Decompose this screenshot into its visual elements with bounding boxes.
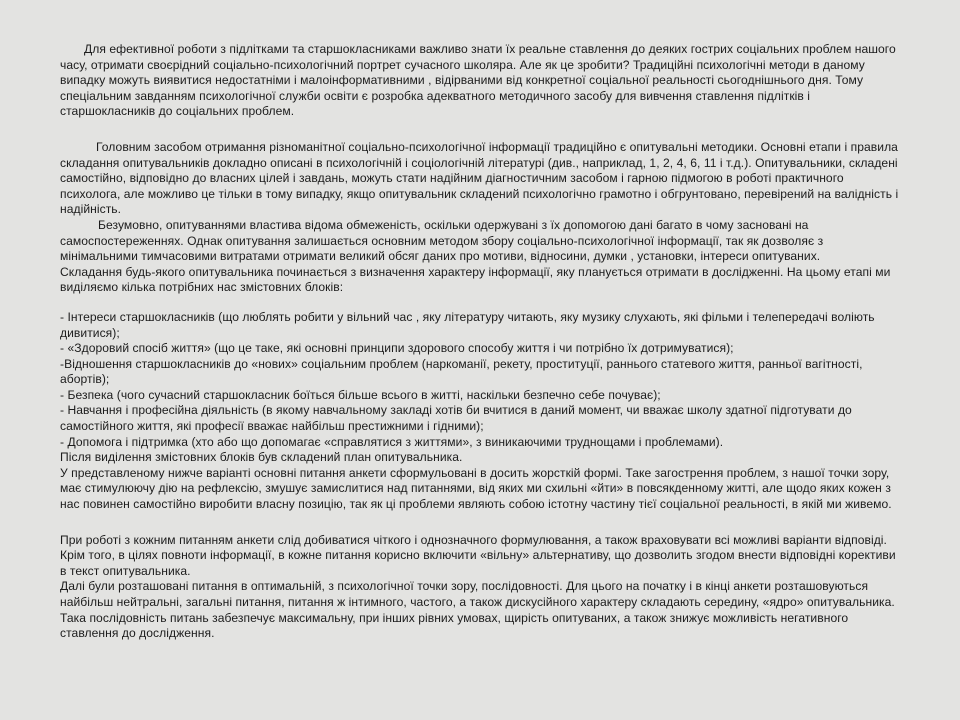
paragraph-main-method: Головним засобом отримання різноманітної соціально-психологічної інформації традиційно є опитувальні методики. Основні етапи і правила складання опитувальників докладно описані в психологічній і соціологічній літературі (див., наприклад, 1, 2, 4, 6, 11 і т.д.). Опитувальники, складені самостійно, відповідно до власних цілей і завдань, можуть стати надійним діагностичним засобом і гарною підмогою в роботі практичного психолога, але можливо це тільки в тому випадку, якщо опитувальник складений психологічно грамотно і обгрунтовано, перевірений на валідність і надійність.: [60, 139, 899, 217]
list-item: - Навчання і професійна діяльність (в якому навчальному закладі хотів би вчитися в даний момент, чи вважає школу здатної підготувати до самостійного життя, які професії вважає найбільш престижними і гідними);: [60, 403, 852, 434]
paragraph-variant: У представленому нижче варіанті основні питання анкети сформульовані в досить жорсткій формі. Таке загострення проблем, з нашої точки зору, має стимулюючу дію на рефлексію, змушує замислитися над питаннями, від яких ми схильні «йти» в повсякденному житті, але щодо яких кожен з нас повинен самостійно виробити власну позицію, так як ці проблеми являють собою істотну частину тієї соціальної реальності, в якій ми живемо.: [60, 465, 892, 512]
paragraph-blocks-intro: Складання будь-якого опитувальника починається з визначення характеру інформації, яку планується отримати в дослідженні. На цьому етапі ми виділяємо кілька потрібних нас змістовних блоків:: [60, 264, 891, 295]
paragraph-sequence: Далі були розташовані питання в оптимальній, з психологічної точки зору, послідовності. Для цього на початку і в кінці анкети розташовуються найбільш нейтральні, загальні питання, питання ж інтимного, частого, а також дискусійного характеру складають середину, «ядро» опитувальника. Така послідовність питань забезпечує максимальну, при інших рівних умовах, щирість опитуваних, а також знижує можливість негативного ставлення до дослідження.: [60, 579, 895, 641]
list-item: -Відношення старшокласників до «нових» соціальним проблем (наркоманії, рекету, проституції, раннього статевого життя, ранньої вагітності, абортів);: [60, 356, 863, 387]
list-item: - «Здоровий спосіб життя» (що це таке, які основні принципи здорового способу життя і чи потрібно їх дотримуватися);: [60, 341, 734, 356]
list-item: - Інтереси старшокласників (що люблять робити у вільний час , яку літературу читають, яку музику слухають, які фільми і телепередачі воліють дивитися);: [60, 309, 875, 340]
paragraph-formulation: При роботі з кожним питанням анкети слід добиватися чіткого і однозначного формулювання, а також враховувати всі можливі варіанти відповіді. Крім того, в цілях повноти інформації, в кожне питання корисно включити «вільну» альтернативу, що дозволить згодом внести відповідні корективи в текст опитувальника.: [60, 532, 896, 578]
list-item: - Допомога і підтримка (хто або що допомагає «справлятися з життями», з виникаючими труднощами і проблемами).: [60, 434, 724, 449]
paragraph-plan: Після виділення змістовних блоків був складений план опитувальника.: [60, 450, 463, 465]
paragraph-limitations: Безумовно, опитуваннями властива відома обмеженість, оскільки одержувані з їх допомогою дані багато в чому засновані на самоспостереженнях. Однак опитування залишається основним методом збору соціально-психологічної інформації, так як дозволяє з мінімальними тимчасовими витратами отримати великий обсяг даних про мотиви, відносини, думки , установки, інтереси опитуваних.: [60, 217, 824, 264]
paragraph-intro: Для ефективної роботи з підлітками та старшокласниками важливо знати їх реальне ставлення до деяких гострих соціальних проблем нашого часу, отримати своєрідний соціально-психологічний портрет сучасного школяра. Але як це зробити? Традиційні психологічні методи в даному випадку можуть виявитися недостатніми і малоінформативними , відірваними від конкретної соціальної реальності сьогоднішнього дня. Тому спеціальним завданням психологічної служби освіти є розробка адекватного методичного засобу для вивчення ставлення підлітків і старшокласників до соціальних проблем.: [60, 42, 896, 119]
list-item: - Безпека (чого сучасний старшокласник боїться більше всього в житті, наскільки безпечно себе почуває);: [60, 387, 661, 402]
content-blocks-list: [60, 310, 900, 450]
